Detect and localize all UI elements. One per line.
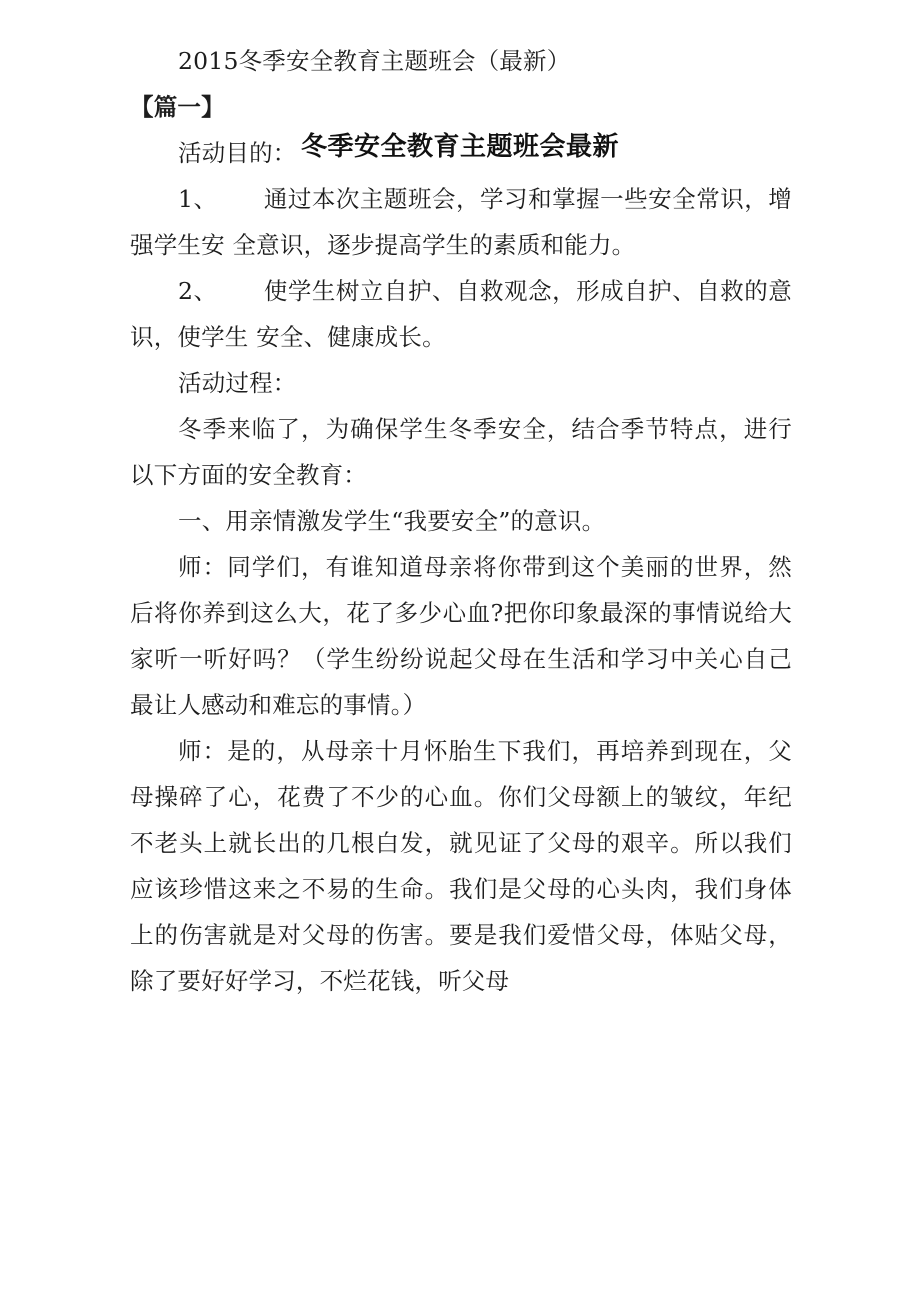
paragraph-section-one-heading: 一、用亲情激发学生“我要安全”的意识。 <box>178 507 606 535</box>
paragraph-teacher-question: 师：同学们，有谁知道母亲将你带到这个美丽的世界，然后将你养到这么大，花了多少心血?把你印象最深的事情说给大家听一听好吗？（学生纷纷说起父母在生活和学习中关心自己最让人感动和难忘的事情。） <box>130 553 792 719</box>
heading-activity-purpose: 活动目的： <box>178 139 297 167</box>
paragraph-intro: 冬季来临了，为确保学生冬季安全，结合季节特点，进行以下方面的安全教育： <box>130 415 792 489</box>
list-item-1-text-a: 通过本次主题班会，学习和掌握一些安全常识，增强学生 <box>130 185 792 259</box>
list-item-2 <box>130 268 792 360</box>
page-title: 冬季安全教育主题班会最新 <box>300 132 619 162</box>
title-spacer <box>130 0 792 38</box>
section-marker: 【篇一】 <box>130 93 225 121</box>
document-body <box>130 0 792 1004</box>
list-item-1-text-b: 安 全意识，逐步提高学生的素质和能力。 <box>201 231 636 259</box>
paragraph-teacher-answer: 师：是的，从母亲十月怀胎生下我们，再培养到现在，父母操碎了心，花费了不少的心血。你们父母额上的皱纹，年纪不老头上就长出的几根白发，就见证了父母的艰辛。所以我们应该珍惜这来之不易的生命。我们是父母的心头肉，我们身体上的伤害就是对父母的伤害。要是我们爱惜父母，体贴父母，除了要好好学习，不烂花钱，听父母 <box>130 737 792 995</box>
list-item-2-text-a: 使学生树立自护、自救观念，形成自护、自救的意识，使 <box>130 277 792 351</box>
list-item-1 <box>130 176 792 268</box>
list-item-1-number: 1、 <box>178 185 218 213</box>
list-item-2-number: 2、 <box>178 277 218 305</box>
heading-activity-process: 活动过程： <box>178 369 297 397</box>
list-item-2-text-b: 学生 安全、健康成长。 <box>201 323 446 351</box>
document-subtitle: 2015冬季安全教育主题班会（最新） <box>178 47 571 75</box>
